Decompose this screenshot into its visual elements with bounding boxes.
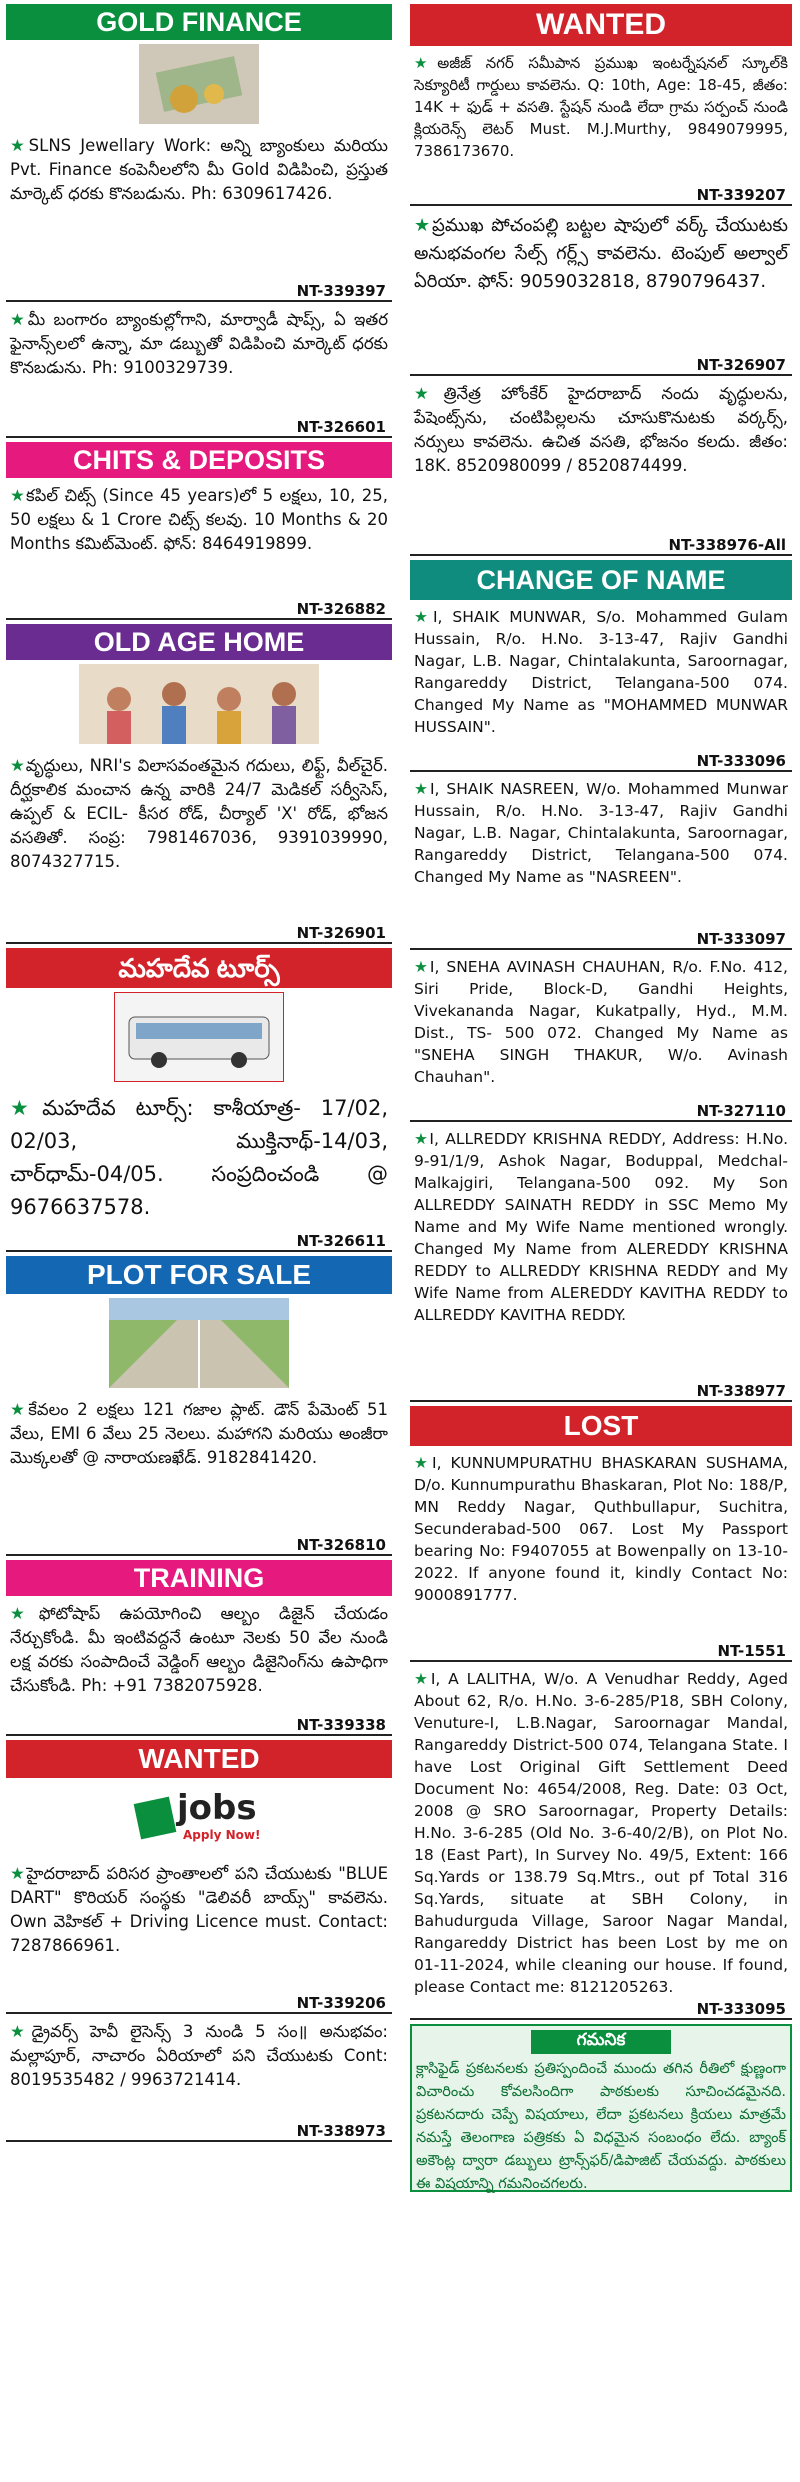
ad-code: NT-326882 [296, 600, 386, 618]
ad-text: డ్రైవర్స్ హెవీ లైసెన్స్ 3 నుండి 5 సం॥ అనుభవం: మల్లాపూర్, నాచారం ఏరియాలో పని చేయుటకు Cont: 8019535482 / 9963721414. [10, 2022, 388, 2089]
ad-text: I, SHAIK MUNWAR, S/o. Mohammed Gulam Hussain, R/o. H.No. 3-13-47, Rajiv Gandhi Nagar, L.B. Nagar, Chintalakunta, Saroornagar, Rangareddy District, Telangana-500 074. Changed My Name as "MOHAMMED MUNWAR HUSSAIN". [414, 608, 788, 736]
mahadeva-tours-ad-1: ★మహదేవ టూర్స్: కాశీయాత్ర- 17/02, 02/03, ముక్తినాథ్-14/03, చార్‌ధామ్-04/05. సంప్రదించండి @ 9676637578. NT-326611 [6, 1086, 392, 1252]
ad-text: మీ బంగారం బ్యాంకుల్లోగాని, మార్వాడీ షాప్స్, ఏ ఇతర ఫైనాన్స్‌లలో ఉన్నా, మా డబ్బుతో విడిపించి మార్కెట్ ధరకు కొనబడును. Ph: 9100329739. [10, 310, 388, 377]
wanted-header-left: WANTED [6, 1740, 392, 1778]
ad-text: వృద్ధులు, NRI's విలాసవంతమైన గదులు, లిఫ్ట్, వీల్‌చైర్. దీర్ఘకాలిక మంచాన ఉన్న వారికి 24/7 మెడికల్ సర్వీసెస్, ఉప్పల్ & ECIL- కీసర రోడ్, చీర్యాల్ 'X' రోడ్, భోజన వసతితో. సంప్ర: 7981467036, 9391039990, 8074327715. [10, 756, 388, 871]
left-column [0, 0, 398, 2142]
change-of-name-header: CHANGE OF NAME [410, 560, 792, 600]
ad-code: NT-333096 [696, 752, 786, 770]
plot-layout-image [109, 1298, 289, 1388]
ad-text: I, KUNNUMPURATHU BHASKARAN SUSHAMA, D/o. Kunnumpurathu Bhaskaran, Plot No: 188/P, MN Reddy Nagar, Quthbullapur, Suchitra, Secunderabad-500 067. Lost My Passport bearing No: F9407055 at Bowenpally on 13-10-2022. If anyone found it, kindly Contact No: 9000891777. [414, 1454, 789, 1604]
ad-code: NT-339338 [296, 1716, 386, 1734]
ad-text: త్రినేత్ర హోంకేర్ హైదరాబాద్ నందు వృద్ధులను, పేషెంట్స్‌ను, చంటిపిల్లలను చూసుకొనుటకు వర్కర్స్, నర్సులు కావలెను. ఉచిత వసతి, భోజనం కలదు. జీతం: 18K. 8520980099 / 8520874499. [414, 384, 788, 475]
ad-code: NT-326907 [696, 356, 786, 374]
ad-code: NT-326810 [296, 1536, 386, 1554]
change-of-name-ad-1: ★I, SHAIK MUNWAR, S/o. Mohammed Gulam Hussain, R/o. H.No. 3-13-47, Rajiv Gandhi Nagar, L.B. Nagar, Chintalakunta, Saroornagar, Rangareddy District, Telangana-500 074. Changed My Name as "MOHAMMED MUNWAR HUSSAIN". NT-333096 [410, 600, 792, 772]
mahadeva-tours-header: మహదేవ టూర్స్ [6, 948, 392, 988]
old-age-home-header: OLD AGE HOME [6, 624, 392, 660]
wanted-right-ad-3: ★త్రినేత్ర హోంకేర్ హైదరాబాద్ నందు వృద్ధులను, పేషెంట్స్‌ను, చంటిపిల్లలను చూసుకొనుటకు వర్కర్స్, నర్సులు కావలెను. ఉచిత వసతి, భోజనం కలదు. జీతం: 18K. 8520980099 / 8520874499. NT-338976-All [410, 376, 792, 556]
ad-text: అజీజ్ నగర్ సమీపాన ప్రముఖ ఇంటర్నేషనల్ స్కూల్‌కి సెక్యూరిటీ గార్డులు కావలెను. Q: 10th, Age: 18-45, జీతం: 14K + ఫుడ్ + వసతి. స్టేషన్ నుండి లేదా గ్రామ సర్పంచ్ నుండి క్లియరెన్స్ లెటర్ Must. M.J.Murthy, 9849079995, 7386173670. [414, 54, 788, 160]
ad-code: NT-1551 [717, 1642, 786, 1660]
ad-code: NT-333095 [696, 2000, 786, 2018]
ad-text: I, SHAIK NASREEN, W/o. Mohammed Munwar Hussain, R/o. H.No. 3-13-47, Rajiv Gandhi Nagar, L.B. Nagar, Chintalakunta, Saroornagar, Rangareddy District, Telangana-500 074. Changed My Name as "NASREEN". [414, 780, 788, 886]
ad-code: NT-339397 [296, 282, 386, 300]
ad-code: NT-326601 [296, 418, 386, 436]
wanted-header-right: WANTED [410, 4, 792, 46]
jobs-tagline: Apply Now! [183, 1828, 261, 1842]
ad-code: NT-338976-All [668, 536, 786, 554]
ad-text: కేవలం 2 లక్షలు 121 గజాల ప్లాట్. డౌన్ పేమెంట్ 51 వేలు, EMI 6 వేలు 25 నెలలు. మహాగని మరియు అంజీరా మొక్కలతో @ నారాయణఖేడ్. 9182841420. [10, 1400, 388, 1467]
wanted-left-ad-2: ★డ్రైవర్స్ హెవీ లైసెన్స్ 3 నుండి 5 సం॥ అనుభవం: మల్లాపూర్, నాచారం ఏరియాలో పని చేయుటకు Cont: 8019535482 / 9963721414. NT-338973 [6, 2014, 392, 2142]
ad-code: NT-338977 [696, 1382, 786, 1400]
old-age-home-ad-1: ★వృద్ధులు, NRI's విలాసవంతమైన గదులు, లిఫ్ట్, వీల్‌చైర్. దీర్ఘకాలిక మంచాన ఉన్న వారికి 24/7 మెడికల్ సర్వీసెస్, ఉప్పల్ & ECIL- కీసర రోడ్, చీర్యాల్ 'X' రోడ్, భోజన వసతితో. సంప్ర: 7981467036, 9391039990, 8074327715. NT-326901 [6, 748, 392, 944]
wanted-right-ad-1: ★అజీజ్ నగర్ సమీపాన ప్రముఖ ఇంటర్నేషనల్ స్కూల్‌కి సెక్యూరిటీ గార్డులు కావలెను. Q: 10th, Age: 18-45, జీతం: 14K + ఫుడ్ + వసతి. స్టేషన్ నుండి లేదా గ్రామ సర్పంచ్ నుండి క్లియరెన్స్ లెటర్ Must. M.J.Murthy, 9849079995, 7386173670. NT-339207 [410, 46, 792, 206]
ad-code: NT-333097 [696, 930, 786, 948]
training-header: TRAINING [6, 1560, 392, 1596]
ad-text: I, ALLREDDY KRISHNA REDDY, Address: H.No. 9-91/1/9, Ashok Nagar, Boduppal, Medchal-Malkajgiri, Telangana-500 092. My Son ALLREDDY SAINATH REDDY in SSC Memo My Name and My Wife Name mentioned wrongly. Changed My Name from ALEREDDY KRISHNA REDDY to ALLREDDY KRISHNA REDDY and My Wife Name from ALEREDDY KAVITHA REDDY to ALLREDDY KAVITHA REDDY. [414, 1130, 788, 1324]
jobs-logo [129, 1782, 269, 1852]
ad-code: NT-339206 [296, 1994, 386, 2012]
ad-text: SLNS Jewellary Work: అన్ని బ్యాంకులు మరియు Pvt. Finance కంపెనీలలోని మీ Gold విడిపించి, ప్రస్తుత మార్కెట్ ధరకు కొనబడును. Ph: 6309617426. [10, 136, 388, 203]
ad-text: కపిల్ చిట్స్ (Since 45 years)లో 5 లక్షలు, 10, 25, 50 లక్షలు & 1 Crore చిట్స్ కలవు. 10 Months & 20 Months కమిట్‌మెంట్. ఫోన్: 8464919899. [10, 486, 388, 553]
wanted-right-ad-2: ★ప్రముఖ పోచంపల్లి బట్టల షాపులో వర్క్ చేయుటకు అనుభవంగల సేల్స్ గర్ల్స్ కావలెను. టెంపుల్ అల్వాల్ ఏరియా. ఫోన్: 9059032818, 8790796437. NT-326907 [410, 206, 792, 376]
jobs-logo-text: jobs [177, 1788, 257, 1828]
gold-jewellery-image [139, 44, 259, 124]
ad-text: హైదరాబాద్ పరిసర ప్రాంతాలలో పని చేయుటకు "BLUE DART" కొరియర్ సంస్థకు "డెలివరీ బాయ్స్" కావలెను. Own వెహికల్ + Driving Licence must. Contact: 7287866961. [10, 1864, 388, 1955]
notice-box [410, 2024, 792, 2192]
chits-header: CHITS & DEPOSITS [6, 442, 392, 478]
right-column [404, 0, 798, 2196]
ad-code: NT-339207 [696, 186, 786, 204]
lost-ad-2: ★I, A LALITHA, W/o. A Venudhar Reddy, Aged About 62, R/o. H.No. 3-6-285/P18, SBH Colony, Venuture-I, L.B.Nagar, Saroornagar Mandal, Rangareddy District-500 074, Telangana State. I have Lost Original Gift Settlement Deed Document No: 4654/2008, Reg. Date: 03 Oct, 2008 @ SRO Saroornagar, Property Details: H.No. 3-6-285 (Old No. 3-6-40/2/B), on Plot No. 18 (East Part), In Survey No. 49/5, Extent: 166 Sq.Yards or 138.79 Sq.Mtrs., out pf Total 316 Sq.Yards, situate at SBH Colony, in Bahudurguda Village, Saroor Nagar Mandal, Rangareddy District has been Lost by me on 01-11-2024, while cleaning our house. If found, please Contact me: 8121205263. NT-333095 [410, 1662, 792, 2020]
gold-finance-ad-2: ★మీ బంగారం బ్యాంకుల్లోగాని, మార్వాడీ షాప్స్, ఏ ఇతర ఫైనాన్స్‌లలో ఉన్నా, మా డబ్బుతో విడిపించి మార్కెట్ ధరకు కొనబడును. Ph: 9100329739. NT-326601 [6, 302, 392, 438]
ad-text: I, SNEHA AVINASH CHAUHAN, R/o. F.No. 412, Siri Pride, Block-D, Gandhi Heights, Vivekananda Nagar, Kukatpally, Hyd., M.M. Dist., TS- 500 072. Changed My Name as "SNEHA SINGH THAKUR, W/o. Avinash Chauhan". [414, 958, 788, 1086]
gold-finance-ad-1: ★SLNS Jewellary Work: అన్ని బ్యాంకులు మరియు Pvt. Finance కంపెనీలలోని మీ Gold విడిపించి, ప్రస్తుత మార్కెట్ ధరకు కొనబడును. Ph: 6309617426. NT-339397 [6, 128, 392, 302]
ad-text: ఫోటోషాప్ ఉపయోగించి ఆల్బం డిజైన్ చేయడం నేర్చుకోండి. మీ ఇంటివద్దనే ఉంటూ నెలకు 50 వేల నుండి లక్ష వరకు సంపాదించే వెడ్డింగ్ ఆల్బం డిజైనింగ్‌ను ఉపాధిగా చేసుకోండి. Ph: +91 7382075928. [10, 1604, 388, 1695]
chits-ad-1: ★కపిల్ చిట్స్ (Since 45 years)లో 5 లక్షలు, 10, 25, 50 లక్షలు & 1 Crore చిట్స్ కలవు. 10 Months & 20 Months కమిట్‌మెంట్. ఫోన్: 8464919899. NT-326882 [6, 478, 392, 620]
old-age-home-image [79, 664, 319, 744]
plot-for-sale-header: PLOT FOR SALE [6, 1256, 392, 1294]
ad-text: మహదేవ టూర్స్: కాశీయాత్ర- 17/02, 02/03, ముక్తినాథ్-14/03, చార్‌ధామ్-04/05. సంప్రదించండి @ 9676637578. [10, 1096, 388, 1219]
ad-text: ప్రముఖ పోచంపల్లి బట్టల షాపులో వర్క్ చేయుటకు అనుభవంగల సేల్స్ గర్ల్స్ కావలెను. టెంపుల్ అల్వాల్ ఏరియా. ఫోన్: 9059032818, 8790796437. [414, 215, 788, 292]
training-ad-1: ★ఫోటోషాప్ ఉపయోగించి ఆల్బం డిజైన్ చేయడం నేర్చుకోండి. మీ ఇంటివద్దనే ఉంటూ నెలకు 50 వేల నుండి లక్ష వరకు సంపాదించే వెడ్డింగ్ ఆల్బం డిజైనింగ్‌ను ఉపాధిగా చేసుకోండి. Ph: +91 7382075928. NT-339338 [6, 1596, 392, 1736]
wanted-left-ad-1: ★హైదరాబాద్ పరిసర ప్రాంతాలలో పని చేయుటకు "BLUE DART" కొరియర్ సంస్థకు "డెలివరీ బాయ్స్" కావలెను. Own వెహికల్ + Driving Licence must. Contact: 7287866961. NT-339206 [6, 1856, 392, 2014]
notice-title: గమనిక [531, 2030, 671, 2054]
notice-text: క్లాసిఫైడ్ ప్రకటనలకు ప్రతిస్పందించే ముందు తగిన రీతిలో క్షుణ్ణంగా విచారించు కోవలసిందిగా పాఠకులకు సూచించడమైనది. ప్రకటనదారు చెప్పే విషయాలు, లేదా ప్రకటనలు క్రియలు మాత్రమే నమస్తే తెలంగాణ పత్రికకు ఏ విధమైన సంబంధం లేదు. బ్యాంక్ అకౌంట్ల ద్వారా డబ్బులు ట్రాన్స్‌ఫర్/డిపాజిట్ చేయవద్దు. పాఠకులు ఈ విషయాన్ని గమనించగలరు. [416, 2061, 786, 2192]
ad-text: I, A LALITHA, W/o. A Venudhar Reddy, Aged About 62, R/o. H.No. 3-6-285/P18, SBH Colony, Venuture-I, L.B.Nagar, Saroornagar Mandal, Rangareddy District-500 074, Telangana State. I have Lost Original Gift Settlement Deed Document No: 4654/2008, Reg. Date: 03 Oct, 2008 @ SRO Saroornagar, Property Details: H.No. 3-6-285 (Old No. 3-6-40/2/B), on Plot No. 18 (East Part), In Survey No. 49/5, Extent: 166 Sq.Yards or 138.79 Sq.Mtrs., out pf Total 316 Sq.Yards, situate at SBH Colony, in Bahudurguda Village, Saroor Nagar Mandal, Rangareddy District has been Lost by me on 01-11-2024, while cleaning our house. If found, please Contact me: 8121205263. [414, 1670, 788, 1996]
lost-header: LOST [410, 1406, 792, 1446]
bus-image [114, 992, 284, 1082]
gold-finance-header: GOLD FINANCE [6, 4, 392, 40]
change-of-name-ad-4: ★I, ALLREDDY KRISHNA REDDY, Address: H.No. 9-91/1/9, Ashok Nagar, Boduppal, Medchal-Malkajgiri, Telangana-500 092. My Son ALLREDDY SAINATH REDDY in SSC Memo My Name and My Wife Name mentioned wrongly. Changed My Name from ALEREDDY KRISHNA REDDY to ALLREDDY KRISHNA REDDY and My Wife Name from ALEREDDY KAVITHA REDDY to ALLREDDY KAVITHA REDDY. NT-338977 [410, 1122, 792, 1402]
ad-code: NT-338973 [296, 2122, 386, 2140]
change-of-name-ad-2: ★I, SHAIK NASREEN, W/o. Mohammed Munwar Hussain, R/o. H.No. 3-13-47, Rajiv Gandhi Nagar, L.B. Nagar, Chintalakunta, Saroornagar, Rangareddy District, Telangana-500 074. Changed My Name as "NASREEN". NT-333097 [410, 772, 792, 950]
ad-code: NT-326611 [296, 1232, 386, 1250]
ad-code: NT-326901 [296, 924, 386, 942]
change-of-name-ad-3: ★I, SNEHA AVINASH CHAUHAN, R/o. F.No. 412, Siri Pride, Block-D, Gandhi Heights, Vivekananda Nagar, Kukatpally, Hyd., M.M. Dist., TS- 500 072. Changed My Name as "SNEHA SINGH THAKUR, W/o. Avinash Chauhan". NT-327110 [410, 950, 792, 1122]
ad-code: NT-327110 [696, 1102, 786, 1120]
lost-ad-1: ★I, KUNNUMPURATHU BHASKARAN SUSHAMA, D/o. Kunnumpurathu Bhaskaran, Plot No: 188/P, MN Reddy Nagar, Quthbullapur, Suchitra, Secunderabad-500 067. Lost My Passport bearing No: F9407055 at Bowenpally on 13-10-2022. If anyone found it, kindly Contact No: 9000891777. NT-1551 [410, 1446, 792, 1662]
plot-for-sale-ad-1: ★కేవలం 2 లక్షలు 121 గజాల ప్లాట్. డౌన్ పేమెంట్ 51 వేలు, EMI 6 వేలు 25 నెలలు. మహాగని మరియు అంజీరా మొక్కలతో @ నారాయణఖేడ్. 9182841420. NT-326810 [6, 1392, 392, 1556]
